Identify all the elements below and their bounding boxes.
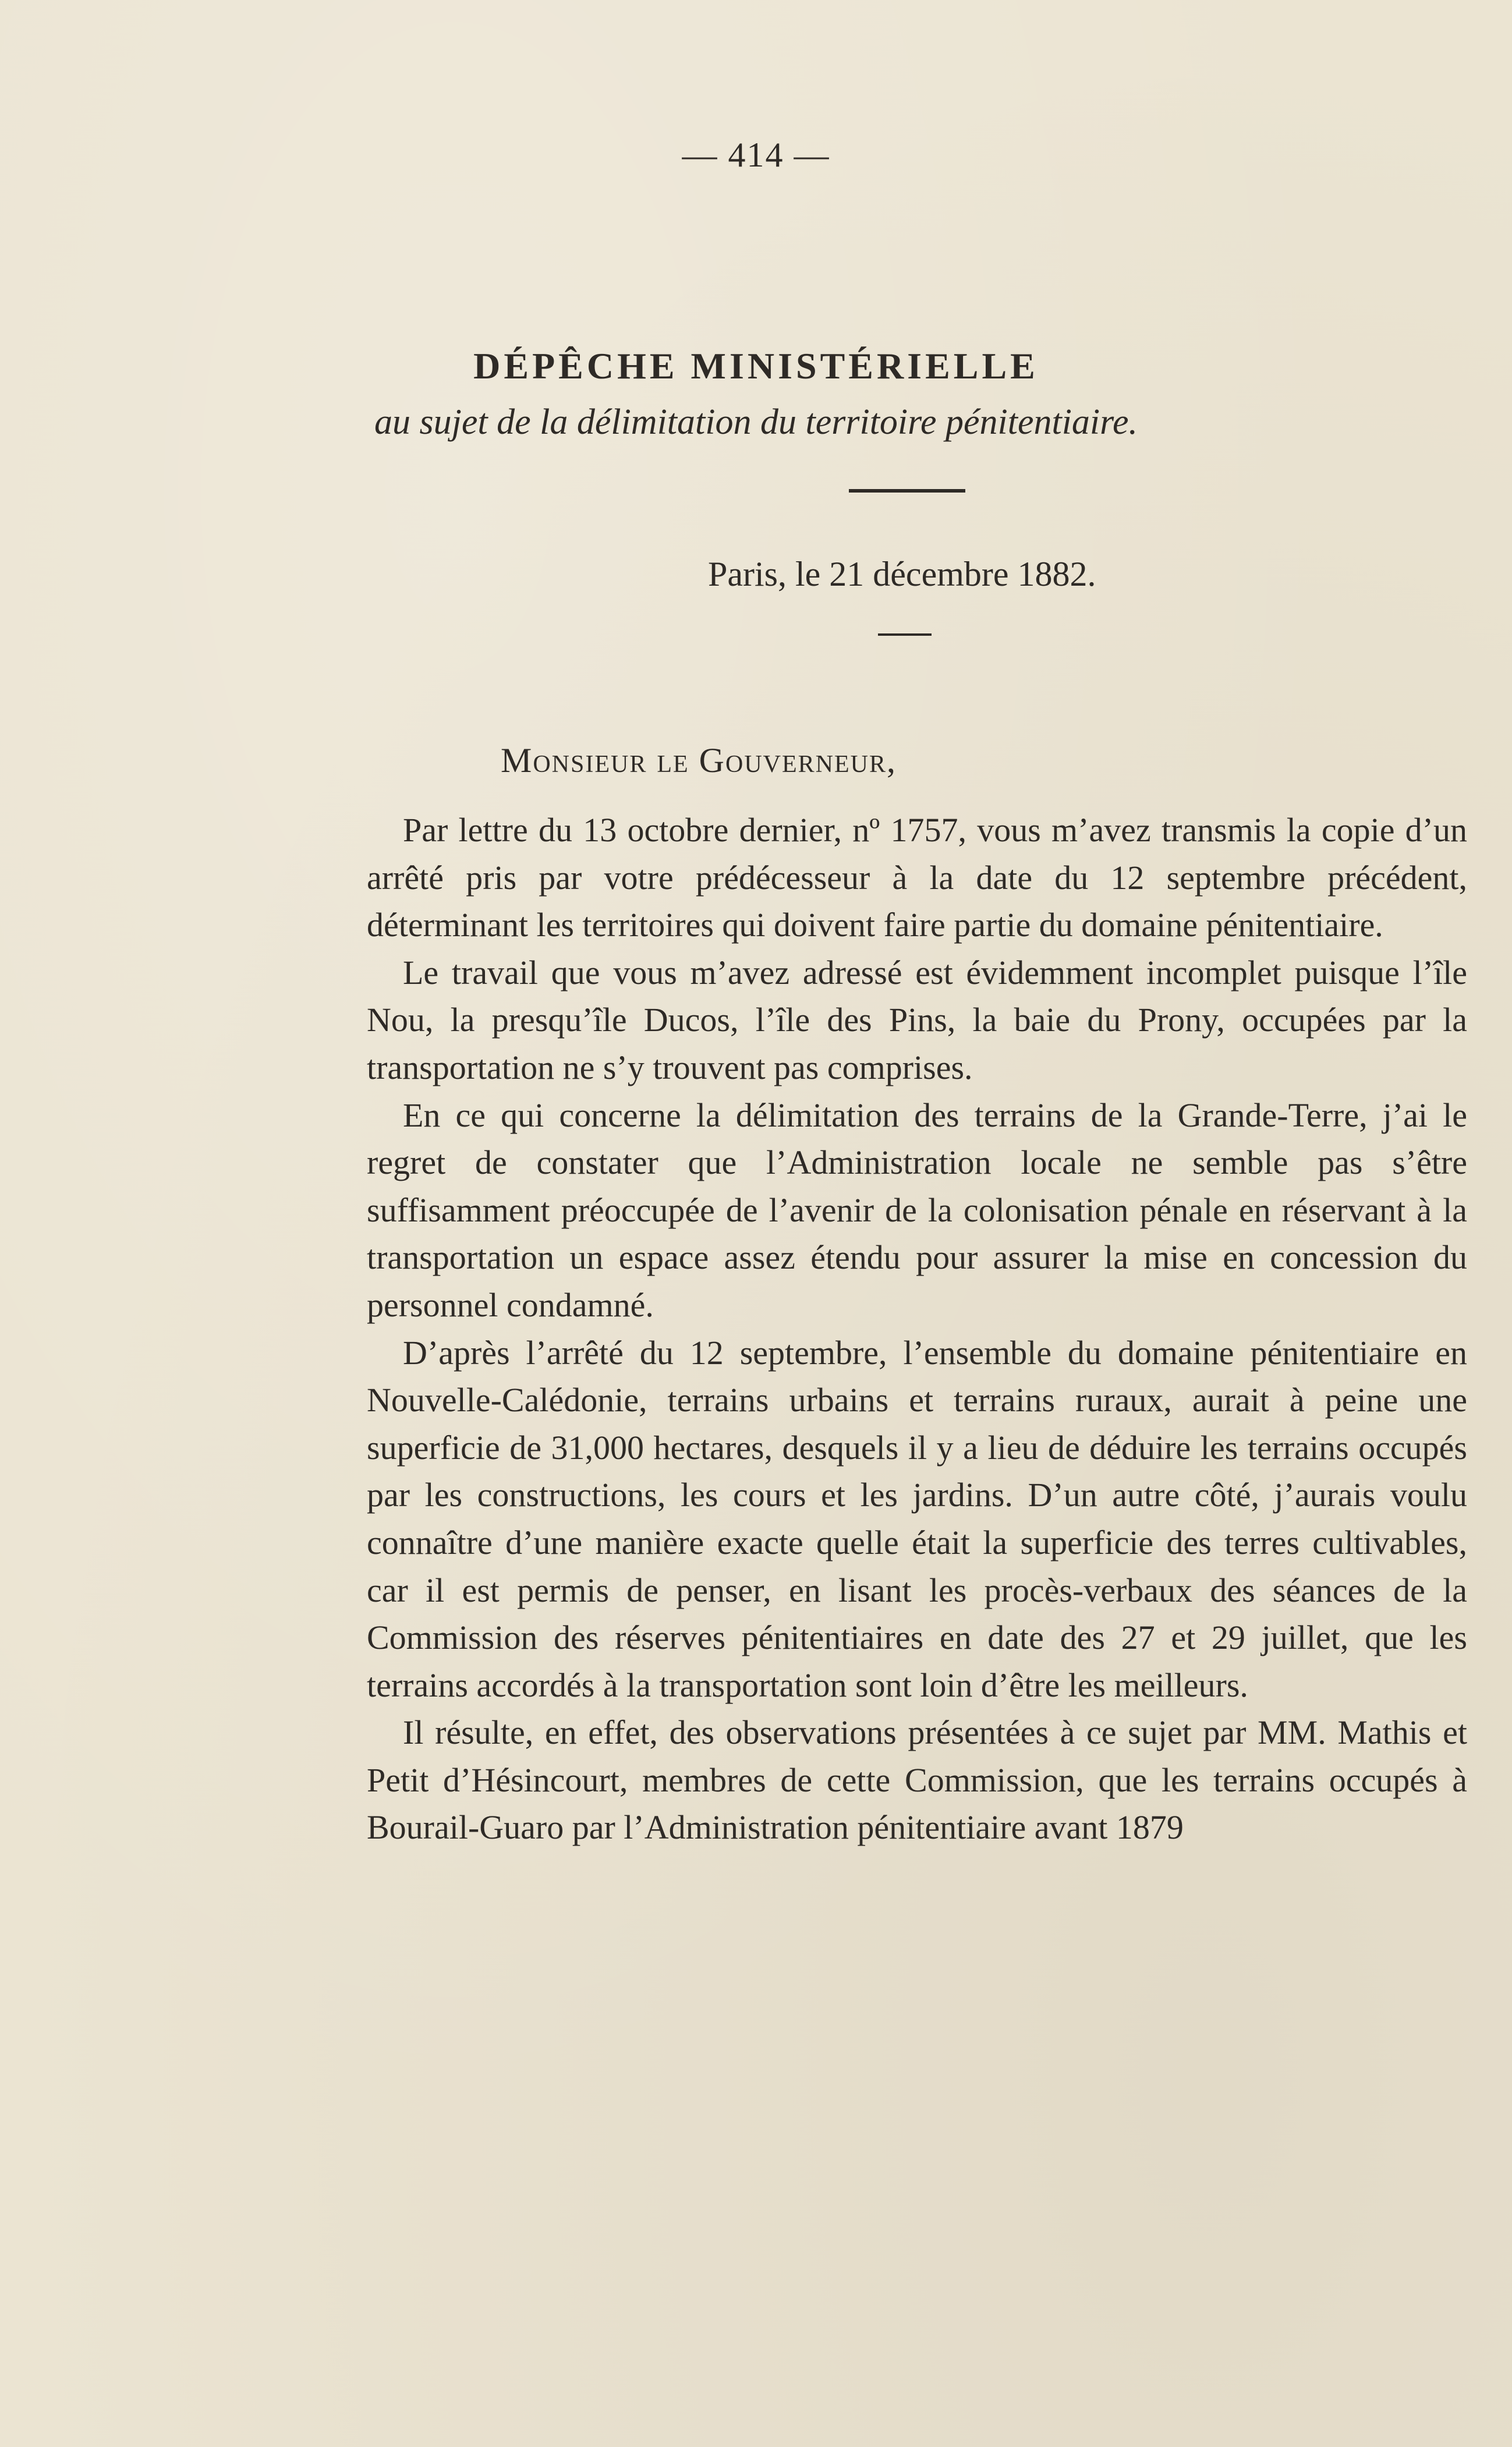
paragraph: Le travail que vous m’avez adressé est évidemment incomplet puisque l’île Nou, la presqu’île Ducos, l’île des Pins, la baie du Prony, occupées par la transportation ne s’y trouvent pas comprises. [367, 953, 1467, 1086]
page-number: — 414 — [682, 136, 830, 174]
document-title: DÉPÊCHE MINISTÉRIELLE [473, 345, 1039, 387]
paragraph: En ce qui concerne la délimitation des terrains de la Grande-Terre, j’ai le regret de constater que l’Administration locale ne semble pas s’être suffisamment préoccupée de l’avenir de la colonisation pénale en réservant à la transportation un espace assez étendu pour assurer la mise en concession du personnel condamné. [367, 1096, 1467, 1324]
dateline: Paris, le 21 décembre 1882. [708, 555, 1096, 593]
salutation: Monsieur le Gouverneur, [501, 741, 897, 780]
paragraph: Par lettre du 13 octobre dernier, nº 1757, vous m’avez transmis la copie d’un arrêté pris par votre prédécesseur à la date du 12 septembre précédent, déterminant les territoires qui doivent faire partie du domaine pénitentiaire. [367, 811, 1467, 944]
paragraph: D’après l’arrêté du 12 septembre, l’ensemble du domaine pénitentiaire en Nouvelle-Calédonie, terrains urbains et terrains ruraux, aurait à peine une superficie de 31,000 hectares, desquels il y a lieu de déduire les terrains occupés par les constructions, les cours et les jardins. D’un autre côté, j’aurais voulu connaître d’une manière exacte quelle était la superficie des terres cultivables, car il est permis de penser, en lisant les procès-verbaux des séances de la Commission des réserves pénitentiaires en date des 27 et 29 juillet, que les terrains accordés à la transportation sont loin d’être les meilleurs. [367, 1333, 1467, 1704]
letter-body [367, 806, 1467, 1851]
title-divider [849, 489, 965, 493]
dateline-divider [878, 633, 932, 636]
document-subtitle: au sujet de la délimitation du territoire pénitentiaire. [374, 402, 1138, 442]
paragraph: Il résulte, en effet, des observations présentées à ce sujet par MM. Mathis et Petit d’Hésincourt, membres de cette Commission, que les terrains occupés à Bourail-Guaro par l’Administration pénitentiaire avant 1879 [367, 1713, 1467, 1847]
